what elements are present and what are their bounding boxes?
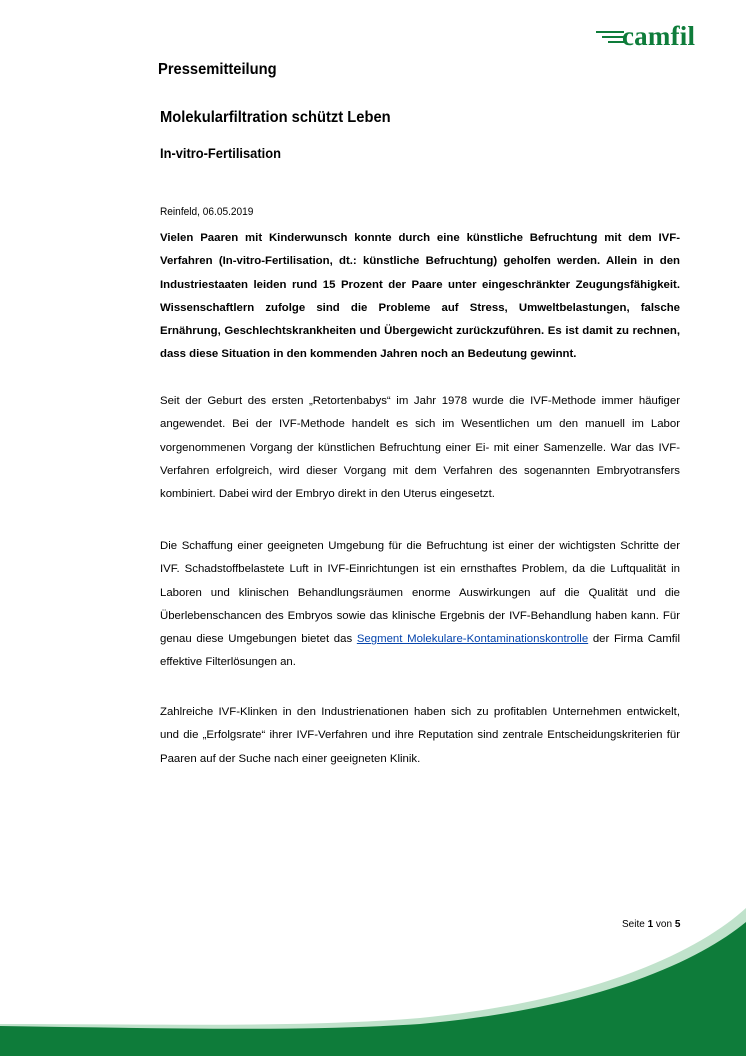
page-current: 1 — [647, 919, 654, 930]
page-total: 5 — [674, 919, 681, 930]
logo-wordmark: camfil — [622, 21, 696, 51]
page-subtitle: In-vitro-Fertilisation — [160, 145, 281, 161]
paragraph-text: Die Schaffung einer geeigneten Umgebung für die Befruchtung ist einer der wichtigsten Schritte der IVF. Schadstoffbelastete Luft in IVF-Einrichtungen ist ein ernsthaftes Problem, da die Luftqualität in Laboren und klinischen Behandlungsräumen enorme Auswirkungen auf die Qualität und die Überlebenschancen des Embryos sowie das klinische Ergebnis der IVF-Behandlung haben kann. Für genau diese Umgebungen bietet das — [160, 540, 680, 646]
body-paragraph-3: Zahlreiche IVF-Klinken in den Industrienationen haben sich zu profitablen Unternehmen entwickelt, und die „Erfolgsrate“ ihrer IVF-Verfahren und ihre Reputation sind zentrale Entscheidungskriterien für Paaren auf der Suche nach einer geeigneten Klinik. — [160, 706, 680, 765]
page-sep: von — [655, 919, 673, 930]
camfil-logo — [596, 21, 704, 54]
footer-wave — [0, 900, 746, 1056]
dateline: Reinfeld, 06.05.2019 — [160, 206, 254, 218]
body-paragraph-1: Seit der Geburt des ersten „Retortenbabys“ im Jahr 1978 wurde die IVF-Methode immer häufiger angewendet. Bei der IVF-Methode handelt es sich im Wesentlichen um den manuell im Labor vorgenommenen Vorgang der künstlichen Befruchtung einer Ei- mit einer Samenzelle. War das IVF-Verfahren erfolgreich, wird dieser Vorgang mit dem Verfahren des sogenannten Embryotransfers kombiniert. Dabei wird der Embryo direkt in den Uterus eingesetzt. — [160, 395, 680, 501]
press-release-label: Pressemitteilung — [158, 61, 277, 78]
segment-link[interactable]: Segment Molekulare-Kontaminationskontrolle — [356, 633, 589, 646]
paragraph-text: der Firma Camfil effektive Filterlösungen an. — [160, 633, 680, 669]
lead-paragraph: Vielen Paaren mit Kinderwunsch konnte durch eine künstliche Befruchtung mit dem IVF-Verfahren (In-vitro-Fertilisation, dt.: künstliche Befruchtung) geholfen werden. Allein in den Industriestaaten leiden rund 15 Prozent der Paare unter eingeschränkter Zeugungsfähigkeit. Wissenschaftlern zufolge sind die Probleme auf Stress, Umweltbelastungen, falsche Ernährung, Geschlechtskrankheiten und Übergewicht zurückzuführen. Es ist damit zu rechnen, dass diese Situation in den kommenden Jahren noch an Bedeutung gewinnt. — [160, 232, 680, 361]
body-paragraph-2 — [160, 535, 680, 675]
page-title: Molekularfiltration schützt Leben — [160, 109, 391, 126]
page-prefix: Seite — [622, 919, 645, 930]
